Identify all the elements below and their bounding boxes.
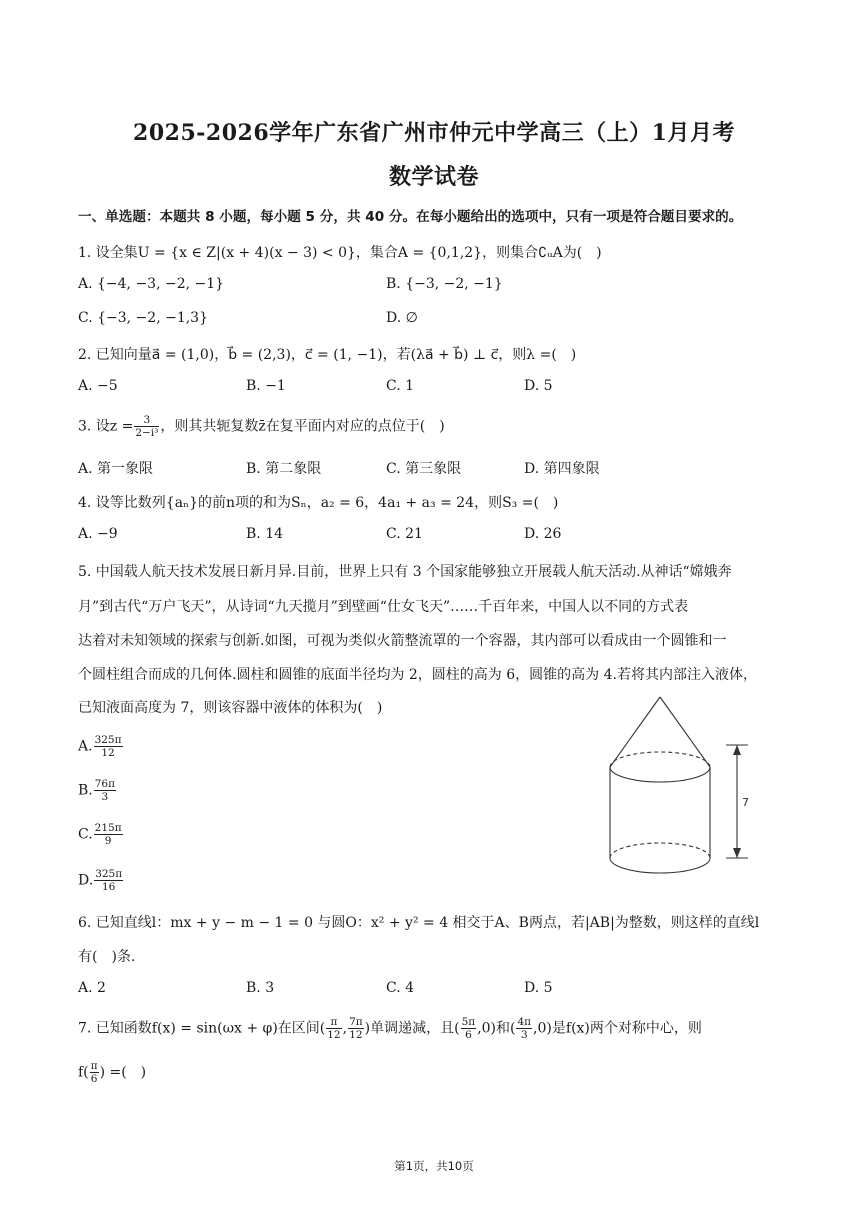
q5-option-d-label: D. (78, 872, 94, 889)
q1-option-d: D. ∅ (386, 310, 418, 326)
q7-frac-5 (90, 1060, 99, 1085)
q1-stem: 1. 设全集U = {x ∈ Z|(x + 4)(x − 3) < 0}，集合A = {0,1,2}，则集合∁ᵤA为( ) (78, 245, 602, 261)
q2-stem: 2. 已知向量a⃗ = (1,0)，b⃗ = (2,3)，c⃗ = (1, −1)，若(λa⃗ + b⃗) ⊥ c⃗，则λ =( ) (78, 347, 577, 363)
cone-edge-left (610, 697, 660, 767)
q7-frac-1 (326, 1016, 341, 1041)
q5-option-b (78, 778, 117, 803)
q7-frac-5-den: 6 (90, 1073, 98, 1085)
q5-option-b-num: 76π (94, 778, 116, 790)
q5-option-c (78, 822, 124, 847)
q6-line-2: 有( )条. (78, 949, 136, 965)
q3-fraction-den: 2−i³ (135, 427, 159, 439)
q7-part-4: ,0)和( (477, 1020, 516, 1037)
top-ellipse-front (610, 767, 710, 782)
q7-frac-1-num: π (326, 1016, 341, 1029)
q7-frac-2-num: 7π (349, 1016, 363, 1028)
cone-edge-right (660, 697, 710, 767)
q5-option-b-den: 3 (101, 791, 109, 803)
height-arrowhead-top (733, 745, 741, 755)
cone-cylinder-figure (600, 695, 770, 885)
q7-frac-4 (516, 1016, 532, 1041)
q7-part-3: )单调递减，且( (364, 1020, 460, 1037)
q3-option-b: B. 第二象限 (246, 461, 322, 477)
q3-stem (78, 414, 445, 439)
q2-option-c: C. 1 (386, 378, 415, 394)
q5-option-a-den: 12 (101, 747, 115, 759)
q7-frac-4-den: 3 (520, 1029, 528, 1041)
q4-option-a: A. −9 (78, 526, 118, 542)
q5-option-c-den: 9 (104, 835, 112, 847)
q7-line-2-a: f( (78, 1064, 89, 1081)
q6-option-a: A. 2 (78, 980, 106, 996)
q3-suffix: ，则其共轭复数z̄在复平面内对应的点位于( ) (160, 418, 445, 435)
q5-line-3: 达着对未知领域的探索与创新.如图，可视为类似火箭整流罩的一个容器，其内部可以看成由一个圆锥和一 (78, 633, 727, 649)
q5-option-b-fraction (94, 778, 116, 803)
q3-fraction-num: 3 (134, 414, 159, 427)
q4-stem: 4. 设等比数列{aₙ}的前n项的和为Sₙ，a₂ = 6，4a₁ + a₃ = 24，则S₃ =( ) (78, 495, 559, 511)
q4-option-b: B. 14 (246, 526, 284, 542)
q6-option-d: D. 5 (524, 980, 553, 996)
q7-frac-5-num: π (90, 1060, 98, 1072)
q7-part-1: 7. 已知函数f(x) = sin(ωx + φ)在区间( (78, 1020, 326, 1037)
q5-option-a-num: 325π (94, 734, 122, 746)
q5-option-a (78, 734, 124, 759)
q7-frac-2-den: 12 (349, 1029, 363, 1041)
q2-option-b: B. −1 (246, 378, 286, 394)
q6-option-b: B. 3 (246, 980, 275, 996)
q7-part-2: , (342, 1020, 348, 1037)
q5-option-a-fraction (94, 734, 123, 759)
q7-part-5: ,0)是f(x)两个对称中心，则 (533, 1020, 702, 1037)
page-footer: 第1页，共10页 (394, 1159, 474, 1173)
q1-option-c: C. {−3, −2, −1,3} (78, 310, 208, 326)
bottom-ellipse-front (610, 858, 710, 873)
height-arrowhead-bottom (733, 848, 741, 858)
q3-option-d: D. 第四象限 (524, 461, 600, 477)
q5-option-c-label: C. (78, 826, 93, 843)
q3-option-a: A. 第一象限 (78, 461, 154, 477)
exam-subtitle: 数学试卷 (388, 164, 479, 190)
q1-option-b: B. {−3, −2, −1} (386, 276, 503, 292)
q7-line-2 (78, 1060, 146, 1085)
height-label: 7 (742, 796, 749, 809)
q5-line-2: 月”到古代“万户飞天”，从诗词“九天揽月”到壁画“仕女飞天”……千百年来，中国人以不同的方式表 (78, 599, 689, 615)
q1-option-a: A. {−4, −3, −2, −1} (78, 276, 225, 292)
q5-line-5: 已知液面高度为 7，则该容器中液体的体积为( ) (78, 700, 383, 716)
q7-frac-4-num: 4π (517, 1016, 532, 1028)
q5-option-d-den: 16 (101, 881, 116, 893)
q5-option-d-fraction (94, 868, 123, 893)
q3-fraction (134, 414, 159, 439)
q7-line-1 (78, 1016, 702, 1041)
bottom-ellipse-back (610, 843, 710, 858)
q6-line-1: 6. 已知直线l：mx + y − m − 1 = 0 与圆O：x² + y² = 4 相交于A、B两点，若|AB|为整数，则这样的直线l (78, 915, 760, 931)
q7-line-2-b: ) =( ) (99, 1064, 147, 1081)
q5-option-d (78, 868, 124, 893)
q7-frac-3-den: 6 (465, 1029, 472, 1041)
q7-frac-3-num: 5π (461, 1016, 476, 1028)
q7-frac-1-den: 12 (327, 1029, 341, 1041)
q5-line-4: 个圆柱组合而成的几何体.圆柱和圆锥的底面半径均为 2，圆柱的高为 6，圆锥的高为 4.若将其内部注入液体， (78, 667, 757, 683)
q5-option-c-num: 215π (94, 822, 122, 834)
section-heading: 一、单选题：本题共 8 小题，每小题 5 分，共 40 分。在每小题给出的选项中，只有一项是符合题目要求的。 (78, 209, 743, 225)
exam-title: 2025-2026学年广东省广州市仲元中学高三（上）1月月考 (133, 120, 735, 146)
q5-option-b-label: B. (78, 782, 93, 799)
q3-option-c: C. 第三象限 (386, 461, 462, 477)
q2-option-a: A. −5 (78, 378, 118, 394)
q4-option-c: C. 21 (386, 526, 423, 542)
q3-prefix: 3. 设z = (78, 418, 134, 435)
q5-option-c-fraction (94, 822, 123, 847)
q5-option-a-label: A. (78, 738, 93, 755)
q5-option-d-num: 325π (95, 868, 123, 880)
q7-frac-2 (348, 1016, 364, 1041)
top-ellipse-back (610, 752, 710, 767)
q6-option-c: C. 4 (386, 980, 415, 996)
q7-frac-3 (461, 1016, 477, 1041)
q5-line-1: 5. 中国载人航天技术发展日新月异.目前，世界上只有 3 个国家能够独立开展载人航天活动.从神话“嫦娥奔 (78, 564, 732, 580)
q4-option-d: D. 26 (524, 526, 562, 542)
q2-option-d: D. 5 (524, 378, 553, 394)
